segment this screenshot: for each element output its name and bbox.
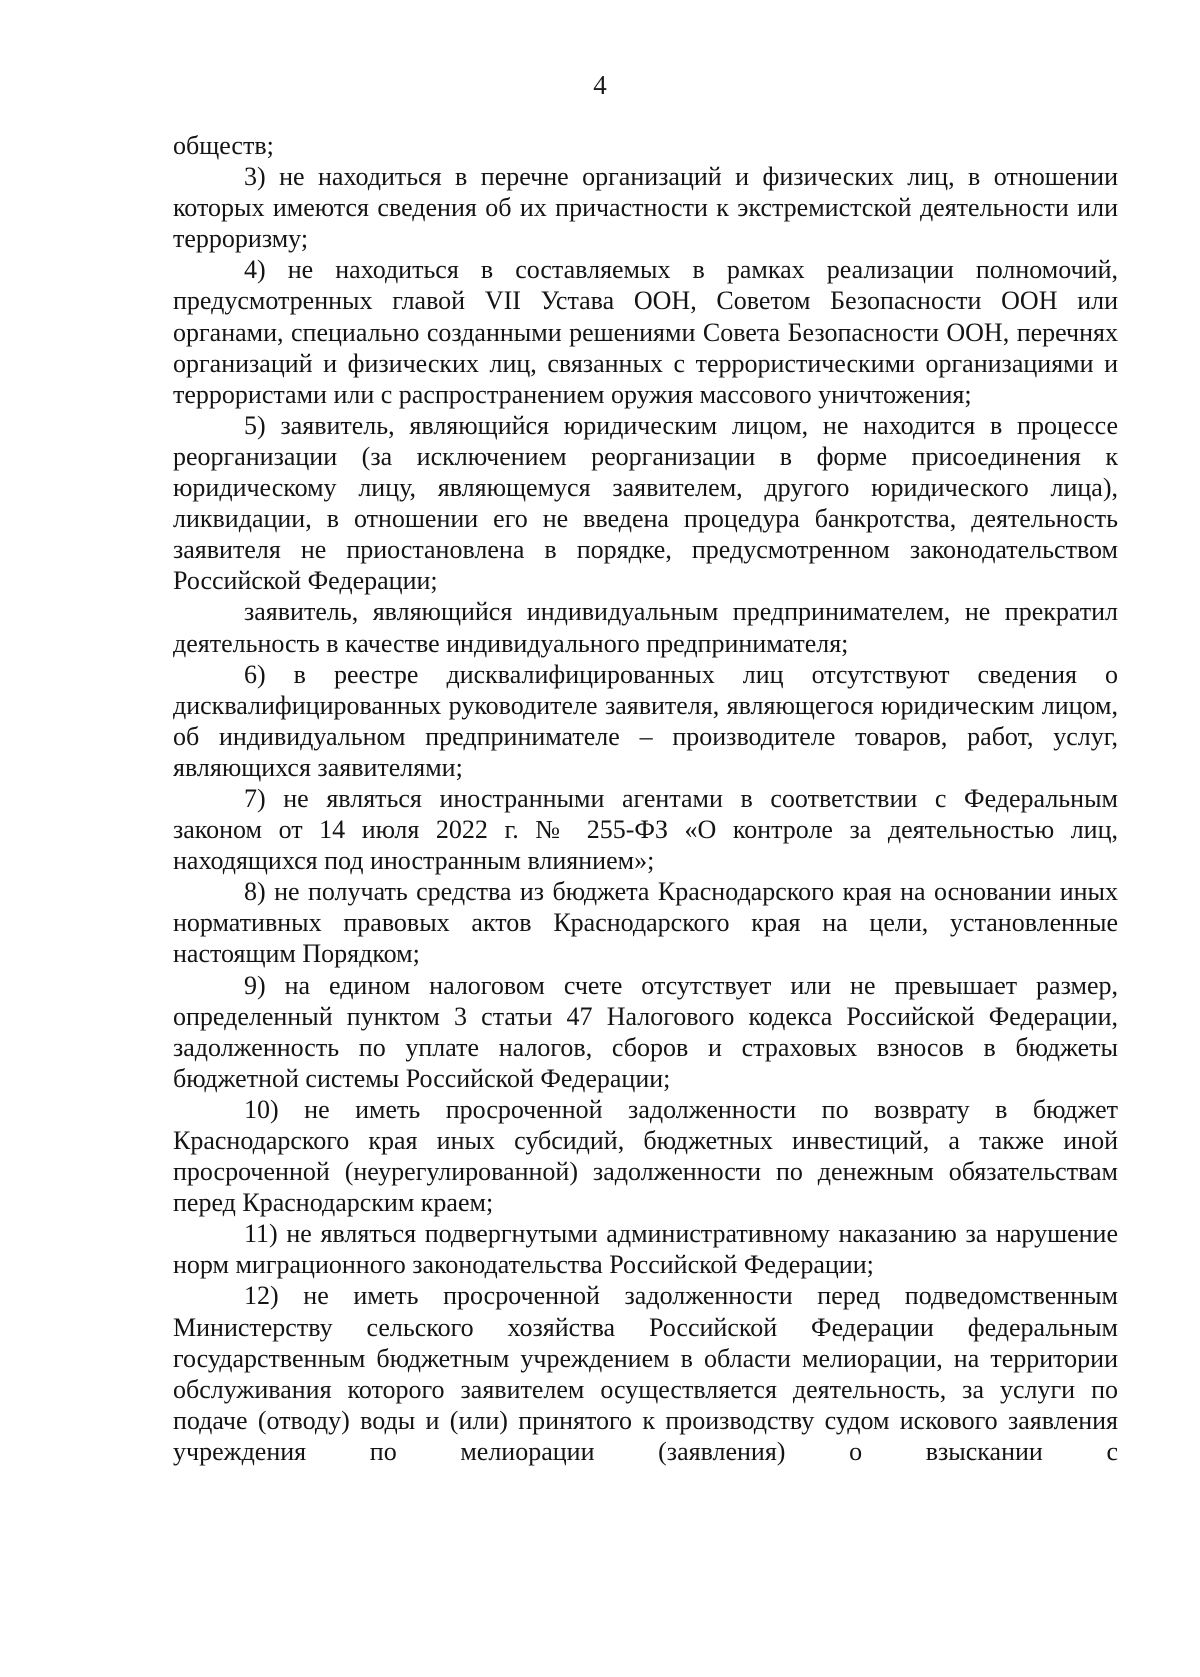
paragraph-item-4: 4) не находиться в составляемых в рамках реализации полномочий, предусмотренных главой VII Устава ООН, Советом Безопасности ООН или органами, специально созданными решениями Совета Безопасности ООН, перечнях организаций и физических лиц, связанных с террористическими организациями и террористами или с распространением оружия массового уничтожения; bbox=[173, 255, 1118, 409]
paragraph-item-12: 12) не иметь просроченной задолженности перед подведомственным Министерству сельского хозяйства Российской Федерации федеральным государственным бюджетным учреждением в области мелиорации, на территории обслуживания которого заявителем осуществляется деятельность, за услуги по подаче (отводу) воды и (или) принятого к производству судом искового заявления учреждения по мелиорации (заявления) о взыскании с bbox=[173, 1281, 1118, 1466]
paragraph-item-11: 11) не являться подвергнутыми административному наказанию за нарушение норм миграционного законодательства Российской Федерации; bbox=[173, 1219, 1118, 1280]
paragraph-item-9: 9) на едином налоговом счете отсутствует или не превышает размер, определенный пунктом 3 статьи 47 Налогового кодекса Российской Федерации, задолженность по уплате налогов, сборов и страховых взносов в бюджеты бюджетной системы Российской Федерации; bbox=[173, 970, 1118, 1093]
paragraph-item-3: 3) не находиться в перечне организаций и физических лиц, в отношении которых имеются сведения об их причастности к экстремистской деятельности или терроризму; bbox=[173, 162, 1118, 254]
page-number: 4 bbox=[593, 70, 607, 100]
paragraph-item-10: 10) не иметь просроченной задолженности по возврату в бюджет Краснодарского края иных субсидий, бюджетных инвестиций, а также иной просроченной (неурегулированной) задолженности по денежным обязательствам перед Краснодарским краем; bbox=[173, 1094, 1118, 1218]
paragraph-item-5-entrepreneur: заявитель, являющийся индивидуальным предпринимателем, не прекратил деятельность в качестве индивидуального предпринимателя; bbox=[173, 597, 1118, 658]
paragraph-continuation: обществ; bbox=[173, 131, 274, 160]
document-body bbox=[173, 130, 1118, 1467]
paragraph-item-5: 5) заявитель, являющийся юридическим лицом, не находится в процессе реорганизации (за исключением реорганизации в форме присоединения к юридическому лицу, являющемуся заявителем, другого юридического лица), ликвидации, в отношении его не введена процедура банкротства, деятельность заявителя не приостановлена в порядке, предусмотренном законодательством Российской Федерации; bbox=[173, 410, 1118, 596]
paragraph-item-7: 7) не являться иностранными агентами в соответствии с Федеральным законом от 14 июля 2022 г. № 255-ФЗ «О контроле за деятельностью лиц, находящихся под иностранным влиянием»; bbox=[173, 783, 1118, 876]
paragraph-item-6: 6) в реестре дисквалифицированных лиц отсутствуют сведения о дисквалифицированных руководителе заявителя, являющегося юридическим лицом, об индивидуальном предпринимателе – производителе товаров, работ, услуг, являющихся заявителями; bbox=[173, 659, 1118, 782]
paragraph-item-8: 8) не получать средства из бюджета Краснодарского края на основании иных нормативных правовых актов Краснодарского края на цели, установленные настоящим Порядком; bbox=[173, 877, 1118, 969]
